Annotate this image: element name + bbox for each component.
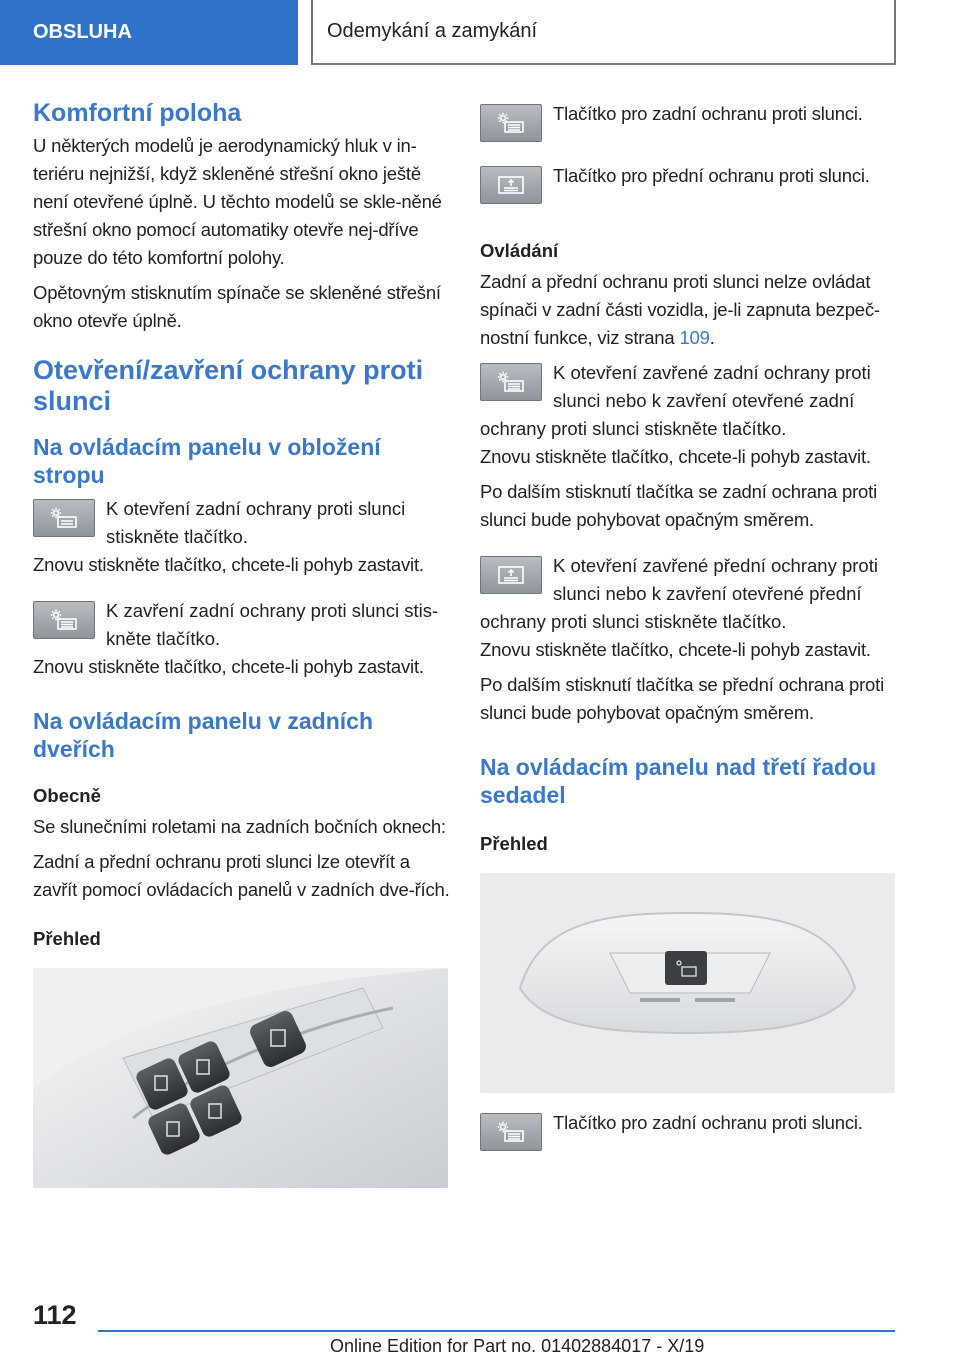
paragraph-obecne-1: Se slunečními roletami na zadních bočních oknech:: [33, 816, 446, 837]
instruction-toggle-front-text: K otevření zavřené přední ochrany proti slunci nebo k zavření otevřené přední ochrany proti slunci stiskněte tlačítko.: [480, 555, 878, 632]
instruction-toggle-front: [480, 552, 898, 636]
instruction-close-rear: [33, 597, 451, 653]
door-panel-illustration: [33, 968, 448, 1188]
roof-control-panel-image: [480, 873, 895, 1093]
legend-front-sunblind: [480, 162, 898, 204]
section-tab: [0, 0, 298, 65]
heading-zadni-dvere: Na ovládacím panelu v zadních dveřích: [33, 708, 373, 762]
roof-panel-illustration: [480, 873, 895, 1093]
paragraph-komfort-1: U některých modelů je aerodynamický hluk v in-teriéru nejnižší, když skleněné střešní okno ještě není otevřené úplně. U těchto modelů se skle-něné střešní okno pomocí automatiky otevře nej-dříve pouze do této komfortní polohy.: [33, 135, 442, 268]
instruction-open-rear: [33, 495, 451, 551]
paragraph-znovu-3: Znovu stiskněte tlačítko, chcete-li pohyb zastavit.: [480, 446, 871, 467]
rear-sunblind-button-icon: [33, 601, 95, 639]
front-sunblind-button-icon: [480, 166, 542, 204]
paragraph-dalsim-2: Po dalším stisknutí tlačítka se přední ochrana proti slunci bude pohybovat opačným směrem.: [480, 674, 884, 723]
paragraph-obecne-2: Zadní a přední ochranu proti slunci lze otevřít a zavřít pomocí ovládacích panelů v zadních dve-řích.: [33, 851, 450, 900]
instruction-toggle-rear-text: K otevření zavřené zadní ochrany proti slunci nebo k zavření otevřené zadní ochrany proti slunci stiskněte tlačítko.: [480, 362, 871, 439]
heading-prehled-left: Přehled: [33, 928, 101, 949]
legend-rear-sunblind-bottom-text: Tlačítko pro zadní ochranu proti slunci.: [553, 1112, 863, 1133]
heading-obklad-stropu: Na ovládacím panelu v obložení stropu: [33, 434, 381, 488]
footer-rule: [98, 1330, 895, 1332]
paragraph-znovu-2: Znovu stiskněte tlačítko, chcete-li pohyb zastavit.: [33, 656, 424, 677]
heading-komfortni-poloha: Komfortní poloha: [33, 99, 242, 127]
rear-sunblind-button-icon: [33, 499, 95, 537]
heading-prehled-right: Přehled: [480, 833, 548, 854]
legend-rear-sunblind-text: Tlačítko pro zadní ochranu proti slunci.: [553, 103, 863, 124]
page-reference-link[interactable]: 109: [679, 327, 710, 348]
paragraph-ovladani-end: .: [709, 327, 715, 348]
left-column: [33, 98, 451, 1188]
front-sunblind-button-icon: [480, 556, 542, 594]
paragraph-znovu-4: Znovu stiskněte tlačítko, chcete-li pohyb zastavit.: [480, 639, 871, 660]
paragraph-ovladani-text: Zadní a přední ochranu proti slunci nelze ovládat spínači v zadní části vozidla, je-li zapnuta bezpeč-nostní funkce, viz strana: [480, 271, 880, 348]
rear-sunblind-button-icon: [480, 1113, 542, 1151]
legend-front-sunblind-text: Tlačítko pro přední ochranu proti slunci.: [553, 165, 870, 186]
paragraph-komfort-2: Opětovným stisknutím spínače se skleněné střešní okno otevře úplně.: [33, 282, 441, 331]
heading-ovladani: Ovládání: [480, 240, 559, 261]
chapter-title: Odemykání a zamykání: [327, 20, 538, 42]
section-label: OBSLUHA: [33, 21, 132, 43]
page-number: 112: [33, 1300, 77, 1330]
instruction-close-rear-text: K zavření zadní ochrany proti slunci stis-kněte tlačítko.: [106, 600, 439, 649]
paragraph-znovu-1: Znovu stiskněte tlačítko, chcete-li pohyb zastavit.: [33, 554, 424, 575]
chapter-title-box: [311, 0, 896, 65]
legend-rear-sunblind: [480, 100, 898, 142]
heading-obecne: Obecně: [33, 785, 101, 806]
edition-note: Online Edition for Part no. 01402884017 - X/19: [330, 1336, 705, 1356]
legend-rear-sunblind-bottom: [480, 1109, 898, 1151]
rear-sunblind-button-icon: [480, 363, 542, 401]
paragraph-dalsim-1: Po dalším stisknutí tlačítka se zadní ochrana proti slunci bude pohybovat opačným směrem.: [480, 481, 877, 530]
instruction-open-rear-text: K otevření zadní ochrany proti slunci stiskněte tlačítko.: [106, 498, 406, 547]
heading-treti-rada: Na ovládacím panelu nad třetí řadou sedadel: [480, 754, 877, 808]
rear-sunblind-button-icon: [480, 104, 542, 142]
instruction-toggle-rear: [480, 359, 898, 443]
right-column: [480, 100, 898, 1153]
heading-otevreni-zavreni: Otevření/zavření ochrany proti slunci: [33, 355, 424, 416]
paragraph-ovladani: [480, 268, 898, 352]
door-control-panel-image: [33, 968, 448, 1188]
